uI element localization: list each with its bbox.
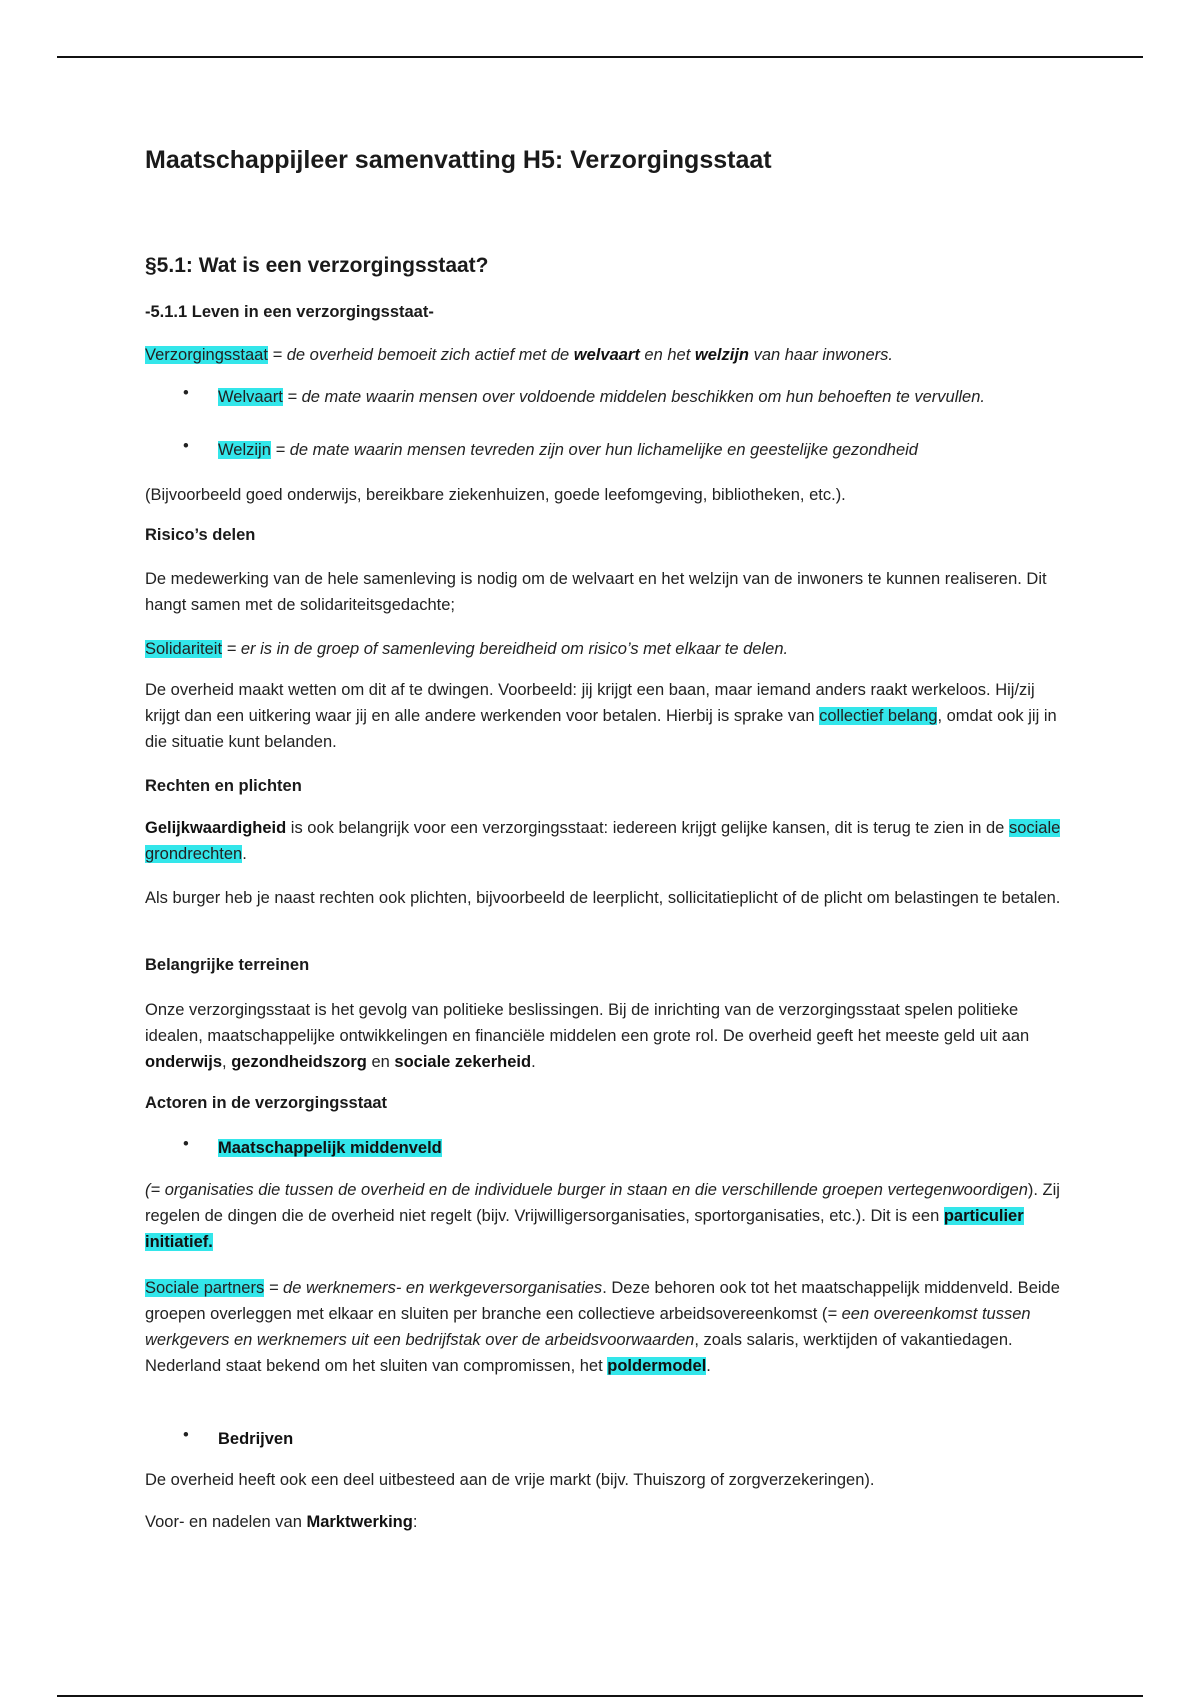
term-highlight: Solidariteit: [145, 640, 223, 658]
paragraph-solidariteit: Solidariteit = er is in de groep of samenleving bereidheid om risico’s met elkaar te delen.: [145, 640, 789, 658]
term-highlight: Verzorgingsstaat: [145, 346, 268, 364]
paragraph-marktwerking: Voor- en nadelen van Marktwerking:: [145, 1513, 418, 1531]
heading-actoren: Actoren in de verzorgingsstaat: [145, 1094, 388, 1112]
paragraph-wetten: De overheid maakt wetten om dit af te dwingen. Voorbeeld: jij krijgt een baan, maar iemand anders raakt werkeloos. Hij/zij krijgt dan een uitkering waar jij en alle andere werkenden voor betalen. Hierbij is sprake van collectief belang, omdat ook jij in die situatie kunt belanden.: [145, 681, 1057, 751]
term-highlight: poldermodel: [607, 1357, 707, 1375]
paragraph-markt: De overheid heeft ook een deel uitbesteed aan de vrije markt (bijv. Thuiszorg of zorgverzekeringen).: [145, 1471, 875, 1489]
term-highlight: sociale grondrechten: [145, 819, 1061, 863]
list-item-middenveld: [218, 1135, 1058, 1161]
bullet-icon: •: [183, 1426, 189, 1444]
paragraph-terreinen: Onze verzorgingsstaat is het gevolg van politieke beslissingen. Bij de inrichting van de verzorgingsstaat spelen politieke idealen, maatschappelijke ontwikkelingen en financiële middelen een grote rol. De overheid geeft het meeste geld uit aan onderwijs, gezondheidszorg en sociale zekerheid.: [145, 1001, 1030, 1071]
paragraph-voorbeeld: (Bijvoorbeeld goed onderwijs, bereikbare ziekenhuizen, goede leefomgeving, bibliotheken, etc.).: [145, 486, 846, 504]
list-item-welzijn: Welzijn = de mate waarin mensen tevreden zijn over hun lichamelijke en geestelijke gezondheid: [218, 441, 918, 459]
section-heading: §5.1: Wat is een verzorgingsstaat?: [145, 254, 489, 277]
paragraph-medewerking: De medewerking van de hele samenleving is nodig om de welvaart en het welzijn van de inwoners te kunnen realiseren. Dit hangt samen met de solidariteitsgedachte;: [145, 570, 1047, 614]
list-item-bedrijven: Bedrijven: [218, 1430, 294, 1448]
term-highlight: collectief belang: [819, 707, 938, 725]
paragraph-burger: Als burger heb je naast rechten ook plichten, bijvoorbeeld de leerplicht, sollicitatieplicht of de plicht om belastingen te betalen.: [145, 889, 1061, 907]
document-title: Maatschappijleer samenvatting H5: Verzorgingsstaat: [145, 146, 772, 174]
subsection-heading: -5.1.1 Leven in een verzorgingsstaat-: [145, 303, 434, 321]
term-highlight: Maatschappelijk middenveld: [218, 1139, 442, 1157]
heading-risico: Risico’s delen: [145, 526, 256, 544]
term-highlight: Sociale partners: [145, 1279, 265, 1297]
list-item-welvaart: Welvaart = de mate waarin mensen over voldoende middelen beschikken om hun behoeften te vervullen.: [218, 388, 985, 406]
term-highlight: Welzijn: [218, 441, 271, 459]
bottom-rule: [57, 1695, 1143, 1697]
paragraph-organisaties: (= organisaties die tussen de overheid en de individuele burger in staan en die verschillende groepen vertegenwoordigen). Zij regelen de dingen die de overheid niet regelt (bijv. Vrijwilligersorganisaties, sportorganisaties, etc.). Dit is een particulier initiatief.: [145, 1181, 1060, 1251]
bullet-icon: •: [183, 384, 189, 402]
heading-terreinen: Belangrijke terreinen: [145, 956, 310, 974]
heading-rechten: Rechten en plichten: [145, 777, 302, 795]
paragraph-gelijkwaardigheid: Gelijkwaardigheid is ook belangrijk voor een verzorgingsstaat: iedereen krijgt gelijke kansen, dit is terug te zien in de sociale grondrechten.: [145, 819, 1061, 863]
paragraph-verzorgingsstaat: Verzorgingsstaat = de overheid bemoeit zich actief met de welvaart en het welzijn van haar inwoners.: [145, 346, 893, 364]
term-highlight: Welvaart: [218, 388, 283, 406]
top-rule: [57, 56, 1143, 58]
term-highlight: particulier initiatief.: [145, 1207, 1024, 1251]
bullet-icon: •: [183, 1135, 189, 1153]
paragraph-sociale-partners: Sociale partners = de werknemers- en werkgeversorganisaties. Deze behoren ook tot het maatschappelijk middenveld. Beide groepen overleggen met elkaar en sluiten per branche een collectieve arbeidsovereenkomst (= een overeenkomst tussen werkgevers en werknemers uit een bedrijfstak over de arbeidsvoorwaarden, zoals salaris, werktijden of vakantiedagen. Nederland staat bekend om het sluiten van compromissen, het poldermodel.: [145, 1279, 1060, 1375]
bullet-icon: •: [183, 437, 189, 455]
